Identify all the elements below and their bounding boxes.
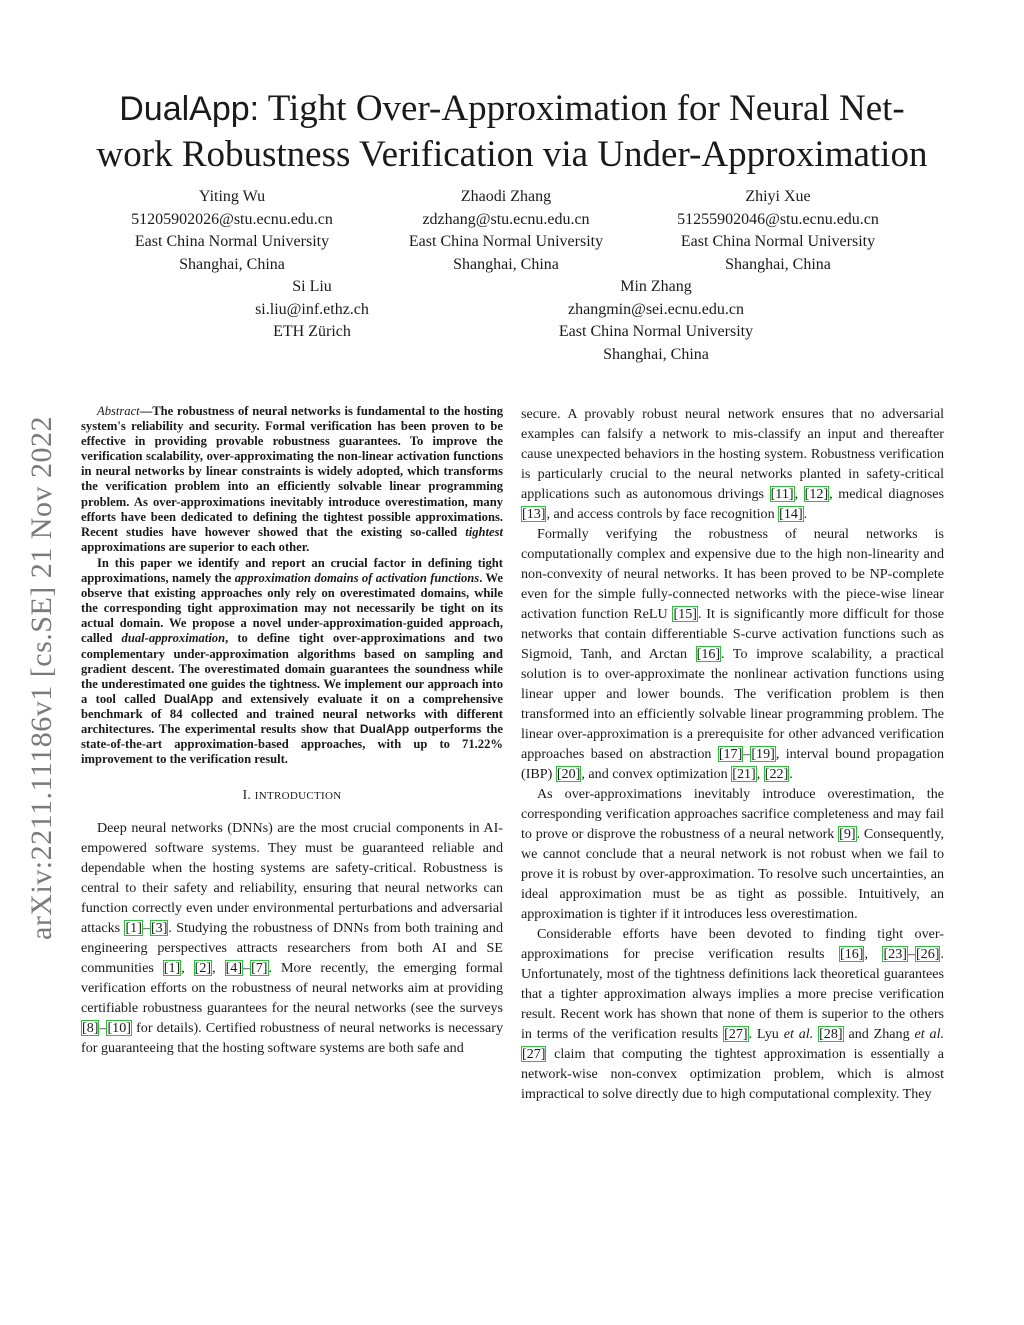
- citation-link[interactable]: [8]: [82, 1020, 99, 1037]
- author-block: [92, 186, 372, 276]
- citation-link[interactable]: [27]: [522, 1046, 546, 1062]
- author-block: [516, 276, 796, 366]
- abstract-paragraph: In this paper we identify and report an crucial factor in defining tight approximations, namely the approximation domains of activation functions. We observe that existing approaches only rely on overestimated domains, while the corresponding tight approximation may not necessarily be tight on its actual domain. We propose a novel under-approximation-guided approach, called dual-approximation, to define tight over-approximations and two complementary under-approximation algorithms based on sampling and gradient descent. The overestimated domain guarantees the soundness while the underestimated one guides the tightness. We implement our approach into a tool called DualApp and extensively evaluate it on a comprehensive benchmark of 84 collected and trained neural networks with different architectures. The experimental results show that DualApp outperforms the state-of-the-art approximation-based approaches, with up to 71.22% improvement to the verification result.: [81, 555, 504, 767]
- section-heading: I. INTRODUCTION: [242, 787, 342, 803]
- author-name: Zhaodi Zhang: [460, 188, 552, 205]
- body-paragraph: Formally verifying the robustness of neural networks is computationally complex and expensive due to the high non-linearity and non-convexity of neural networks. It has been proved to be NP-complete even for the simple fully-connected networks with the piece-wise linear activation function ReLU [15]. It is significantly more difficult for those networks that contain differentiable S-curve activation functions such as Sigmoid, Tanh, and Arctan [16]. To improve scalability, a practical solution is to over-approximate the nonlinear activation functions using linear upper and lower bounds. The verification problem is then transformed into an efficiently solvable linear programming problem. The linear over-approximation is a prerequisite for other advanced verification approaches based on abstraction [17]–[19], interval bound propagation (IBP) [20], and convex optimization [21], [22].: [521, 526, 945, 782]
- citation-link[interactable]: [7]: [251, 960, 268, 977]
- abstract: [81, 404, 503, 767]
- left-column: [81, 404, 503, 1058]
- author-email[interactable]: 51205902026@stu.ecnu.edu.cn: [131, 210, 333, 228]
- citation-link[interactable]: [15]: [673, 606, 697, 622]
- author-email[interactable]: zhangmin@sei.ecnu.edu.cn: [567, 300, 744, 318]
- author-affiliation: East China Normal University: [408, 233, 604, 250]
- author-block: [638, 186, 918, 276]
- citation-link[interactable]: [17]: [718, 746, 743, 762]
- author-block: [172, 276, 452, 344]
- tool-name: DualApp:: [119, 90, 260, 128]
- author-affiliation: East China Normal University: [134, 233, 330, 250]
- author-location: Shanghai, China: [179, 255, 285, 273]
- author-name: Si Liu: [292, 278, 332, 295]
- citation-link[interactable]: [23]: [883, 946, 907, 962]
- citation-link[interactable]: [16]: [696, 646, 721, 662]
- citation-link[interactable]: [4]: [225, 960, 243, 977]
- author-affiliation: East China Normal University: [680, 233, 876, 250]
- tool-name: DualApp: [359, 721, 410, 736]
- body-paragraph: As over-approximations inevitably introduce overestimation, the corresponding verification approaches sacrifice completeness and may fail to prove or disprove the robustness of a neural network [9]. Consequently, we cannot conclude that a neural network is not robust when we fail to prove it is robust by over-approximation. To resolve such uncertainties, an ideal approximation must be as tight as possible. Intuitively, an approximation is tighter if it introduces less overestimation.: [521, 786, 944, 922]
- author-email[interactable]: si.liu@inf.ethz.ch: [255, 300, 369, 318]
- citation-link[interactable]: [20]: [556, 766, 581, 782]
- citation-link[interactable]: [19]: [751, 746, 775, 762]
- title-line-1: Tight Over-Approximation for Neural Net-: [267, 88, 905, 129]
- citation-link[interactable]: [22]: [764, 766, 789, 782]
- body-paragraph: secure. A provably robust neural network ensures that no adversarial examples can falsify a network to mis-classify an input and thereafter cause unexpected behaviors in the hosting system. Robustness verification is particularly crucial to the neural networks planted in safety-critical applications such as autonomous drivings [11], [12], medical diagnoses [13], and access controls by face recognition [14].: [521, 406, 944, 522]
- citation-link[interactable]: [16]: [840, 946, 864, 962]
- author-email[interactable]: zdzhang@stu.ecnu.edu.cn: [422, 210, 590, 228]
- citation-link[interactable]: [1]: [125, 920, 142, 937]
- author-block: [366, 186, 646, 276]
- citation-link[interactable]: [11]: [770, 486, 794, 502]
- citation-link[interactable]: [1]: [163, 960, 181, 977]
- author-location: Shanghai, China: [453, 255, 559, 273]
- author-affiliation: East China Normal University: [558, 323, 754, 340]
- citation-link[interactable]: [10]: [107, 1020, 131, 1037]
- body-paragraph: Deep neural networks (DNNs) are the most crucial components in AI-empowered software systems. They must be guaranteed reliable and dependable when the hosting systems are safety-critical. Robustness is central to their safety and reliability, ensuring that neural networks can function correctly even under environmental perturbations and adversarial attacks [1]–[3]. Studying the robustness of DNNs from both training and engineering perspectives attracts researchers from both AI and SE communities [1], [2], [4]–[7]. More recently, the emerging formal verification efforts on the robustness of neural networks aim at providing certifiable robustness guarantees for the neural networks (see the surveys [8]–[10] for details). Certified robustness of neural networks is necessary for guaranteeing that the hosting software systems are both safe and: [81, 820, 504, 1057]
- citation-link[interactable]: [28]: [819, 1026, 843, 1042]
- author-location: Shanghai, China: [725, 255, 831, 273]
- author-name: Zhiyi Xue: [745, 188, 811, 205]
- arxiv-identifier: arXiv:2211.11186v1 [cs.SE] 21 Nov 2022: [25, 416, 58, 940]
- citation-link[interactable]: [2]: [194, 960, 212, 977]
- abstract-label: Abstract: [97, 404, 140, 418]
- body-paragraph: Considerable efforts have been devoted to finding tight over-approximations for precise verification results [16], [23]–[26]. Unfortunately, most of the tightness definitions lack theoretical guarantees that a tighter approximation always implies a more precise verification result. Recent work has shown that none of them is superior to the others in terms of the verification results [27]. Lyu et al. [28] and Zhang et al. [27] claim that computing the tightest approximation is essentially a network-wise non-convex optimization problem, which is almost impractical to solve directly due to high computational complexity. They: [521, 926, 945, 1102]
- paper-title: [60, 86, 964, 178]
- citation-link[interactable]: [12]: [804, 486, 829, 502]
- tool-name: DualApp: [164, 691, 214, 706]
- author-affiliation: ETH Zürich: [273, 323, 351, 340]
- author-location: Shanghai, China: [603, 345, 709, 363]
- author-name: Min Zhang: [620, 278, 692, 295]
- right-column: [521, 404, 944, 1104]
- citation-link[interactable]: [21]: [732, 766, 756, 782]
- citation-link[interactable]: [9]: [839, 826, 856, 842]
- citation-link[interactable]: [27]: [724, 1026, 748, 1042]
- citation-link[interactable]: [14]: [779, 506, 803, 522]
- title-line-2: work Robustness Verification via Under-Approximation: [96, 134, 928, 175]
- abstract-paragraph: Abstract—The robustness of neural networks is fundamental to the hosting system's reliability and security. Formal verification has been proven to be effective in providing provable robustness guarantees. To improve the verification scalability, over-approximating the non-linear activation functions in neural networks by linear constraints is widely adopted, which transforms the verification problem into an efficiently solvable linear programming problem. As over-approximations inevitably introduce overestimation, many efforts have been dedicated to defining the tightest possible approximations. Recent studies have however showed that the existing so-called tightest approximations are superior to each other.: [81, 404, 503, 554]
- citation-link[interactable]: [26]: [915, 946, 940, 962]
- author-name: Yiting Wu: [198, 188, 266, 205]
- citation-link[interactable]: [13]: [522, 506, 546, 522]
- author-email[interactable]: 51255902046@stu.ecnu.edu.cn: [677, 210, 879, 228]
- citation-link[interactable]: [3]: [150, 920, 168, 937]
